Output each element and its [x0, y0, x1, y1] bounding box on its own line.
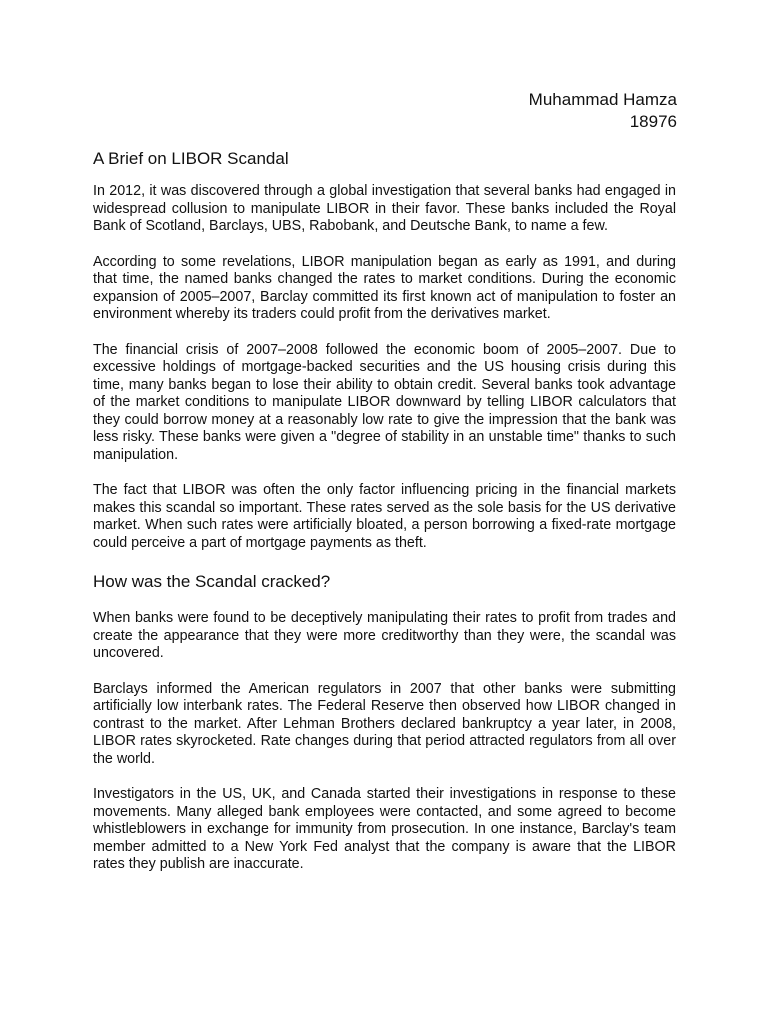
paragraph: Barclays informed the American regulators in 2007 that other banks were submitting artificially low interbank rates. The Federal Reserve then observed how LIBOR changed in contrast to the market. After Lehman Brothers declared bankruptcy a year later, in 2008, LIBOR rates skyrocketed. Rate changes during that period attracted regulators from all over the world. — [93, 680, 676, 767]
paragraph: The financial crisis of 2007–2008 followed the economic boom of 2005–2007. Due to excessive holdings of mortgage-backed securities and the US housing crisis during this time, many banks began to lose their ability to obtain credit. Several banks took advantage of the market conditions to manipulate LIBOR downward by telling LIBOR calculators that they could borrow money at a reasonably low rate to give the impression that the bank was less risky. These banks were given a "degree of stability in an unstable time" thanks to such manipulation. — [93, 341, 676, 463]
paragraph: The fact that LIBOR was often the only factor influencing pricing in the financial markets makes this scandal so important. These rates served as the sole basis for the US derivative market. When such rates were artificially bloated, a person borrowing a fixed-rate mortgage could perceive a part of mortgage payments as theft. — [93, 482, 676, 551]
paragraph: In 2012, it was discovered through a global investigation that several banks had engaged in widespread collusion to manipulate LIBOR in their favor. These banks included the Royal Bank of Scotland, Barclays, UBS, Rabobank, and Deutsche Bank, to name a few. — [93, 183, 676, 234]
paragraph: Investigators in the US, UK, and Canada started their investigations in response to these movements. Many alleged bank employees were contacted, and some agreed to become whistleblowers in exchange for immunity from prosecution. In one instance, Barclay's team member admitted to a New York Fed analyst that the company is aware that the LIBOR rates they publish are inaccurate. — [93, 786, 676, 872]
section-heading-libor-scandal: A Brief on LIBOR Scandal — [93, 149, 289, 168]
paragraph: When banks were found to be deceptively manipulating their rates to profit from trades and create the appearance that they were more creditworthy than they were, the scandal was uncovered. — [93, 610, 676, 661]
author-id: 18976 — [629, 112, 677, 131]
document-body — [93, 148, 676, 874]
author-block — [529, 89, 677, 133]
paragraph: According to some revelations, LIBOR manipulation began as early as 1991, and during that time, the named banks changed the rates to market conditions. During the economic expansion of 2005–2007, Barclay committed its first known act of manipulation to foster an environment whereby its traders could profit from the derivatives market. — [93, 253, 676, 322]
section-heading-scandal-cracked: How was the Scandal cracked? — [93, 572, 331, 591]
author-name: Muhammad Hamza — [528, 90, 677, 109]
